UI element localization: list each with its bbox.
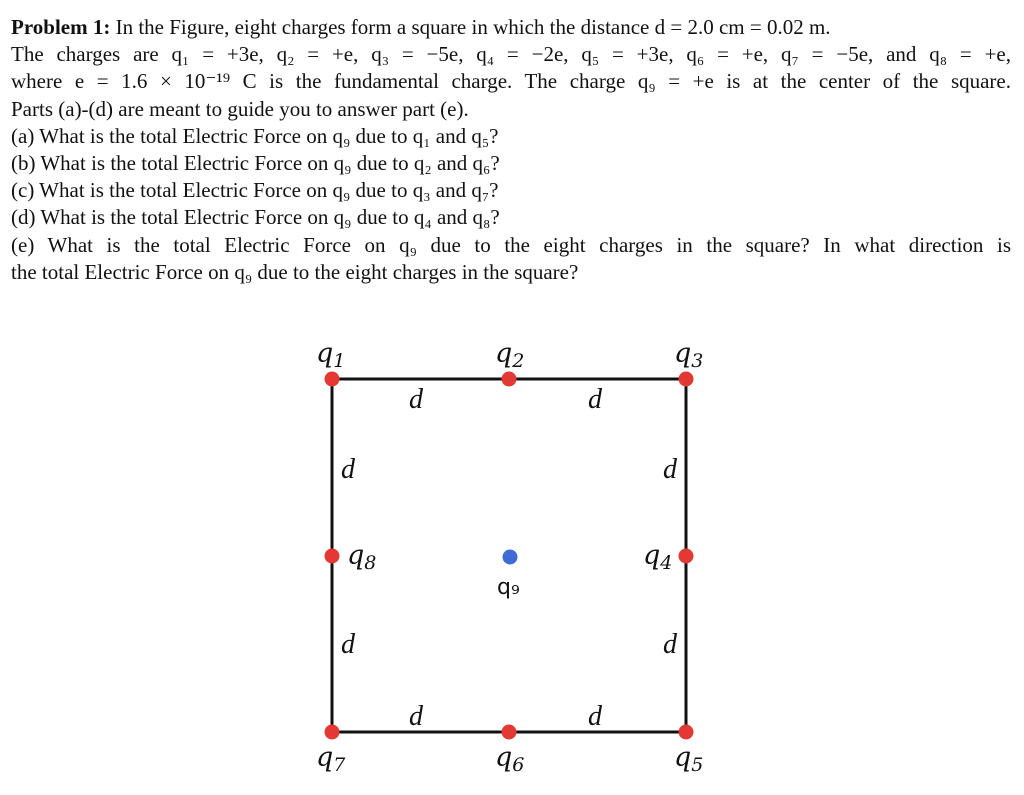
part-e-line-2: the total Electric Force on q₉ due to the eight charges in the square? (11, 259, 579, 284)
label-q4: q4 (643, 540, 673, 574)
charge-q5-dot (679, 725, 694, 740)
part-b: (b) What is the total Electric Force on q₉ due to q₂ and q₆? (11, 151, 500, 176)
charge-q8-dot (325, 549, 340, 564)
parts-guide: Parts (a)-(d) are meant to guide you to answer part (e). (11, 96, 469, 121)
distance-definition: d = 2.0 cm = 0.02 m. (654, 15, 831, 39)
label-q3: q3 (674, 338, 704, 372)
charge-q3-dot (679, 372, 694, 387)
charge-q1-dot (325, 372, 340, 387)
part-a: (a) What is the total Electric Force on q₉ due to q₁ and q₅? (11, 123, 499, 148)
fundamental-charge-line: where e = 1.6 × 10⁻¹⁹ C is the fundamental charge. The charge q₉ = +e is at the center of the square. (11, 69, 1011, 94)
label-q7: q7 (316, 742, 346, 776)
label-q5: q5 (674, 742, 704, 776)
part-c: (c) What is the total Electric Force on q₉ due to q₃ and q₇? (11, 178, 499, 203)
problem-intro: In the Figure, eight charges form a square in which the distance (115, 15, 650, 39)
d-label-top-left: d (409, 384, 423, 415)
charge-q6-dot (502, 725, 517, 740)
label-q1: q1 (316, 338, 346, 372)
charges-list: The charges are q₁ = +3e, q₂ = +e, q₃ = −5e, q₄ = −2e, q₅ = +3e, q₆ = +e, q₇ = −5e, and q₈ = +e, (11, 42, 1011, 67)
charge-q7-dot (325, 725, 340, 740)
label-q2: q2 (495, 338, 525, 372)
charge-q9-dot (503, 550, 518, 565)
label-q6: q6 (495, 742, 525, 776)
d-label-right-upper: d (663, 454, 677, 485)
d-label-left-upper: d (341, 454, 355, 485)
d-label-bottom-right: d (588, 701, 602, 732)
charge-q2-dot (502, 372, 517, 387)
d-label-bottom-left: d (409, 701, 423, 732)
d-label-left-lower: d (341, 629, 355, 660)
problem-heading: Problem 1: (11, 15, 111, 39)
d-label-top-right: d (588, 384, 602, 415)
charge-q4-dot (679, 549, 694, 564)
label-q9: q₉ (497, 575, 520, 600)
label-q8: q8 (347, 540, 377, 574)
d-label-right-lower: d (663, 629, 677, 660)
part-e-line-1: (e) What is the total Electric Force on q₉ due to the eight charges in the square? In what direction is (11, 232, 1011, 257)
part-d: (d) What is the total Electric Force on q₉ due to q₄ and q₈? (11, 205, 500, 230)
